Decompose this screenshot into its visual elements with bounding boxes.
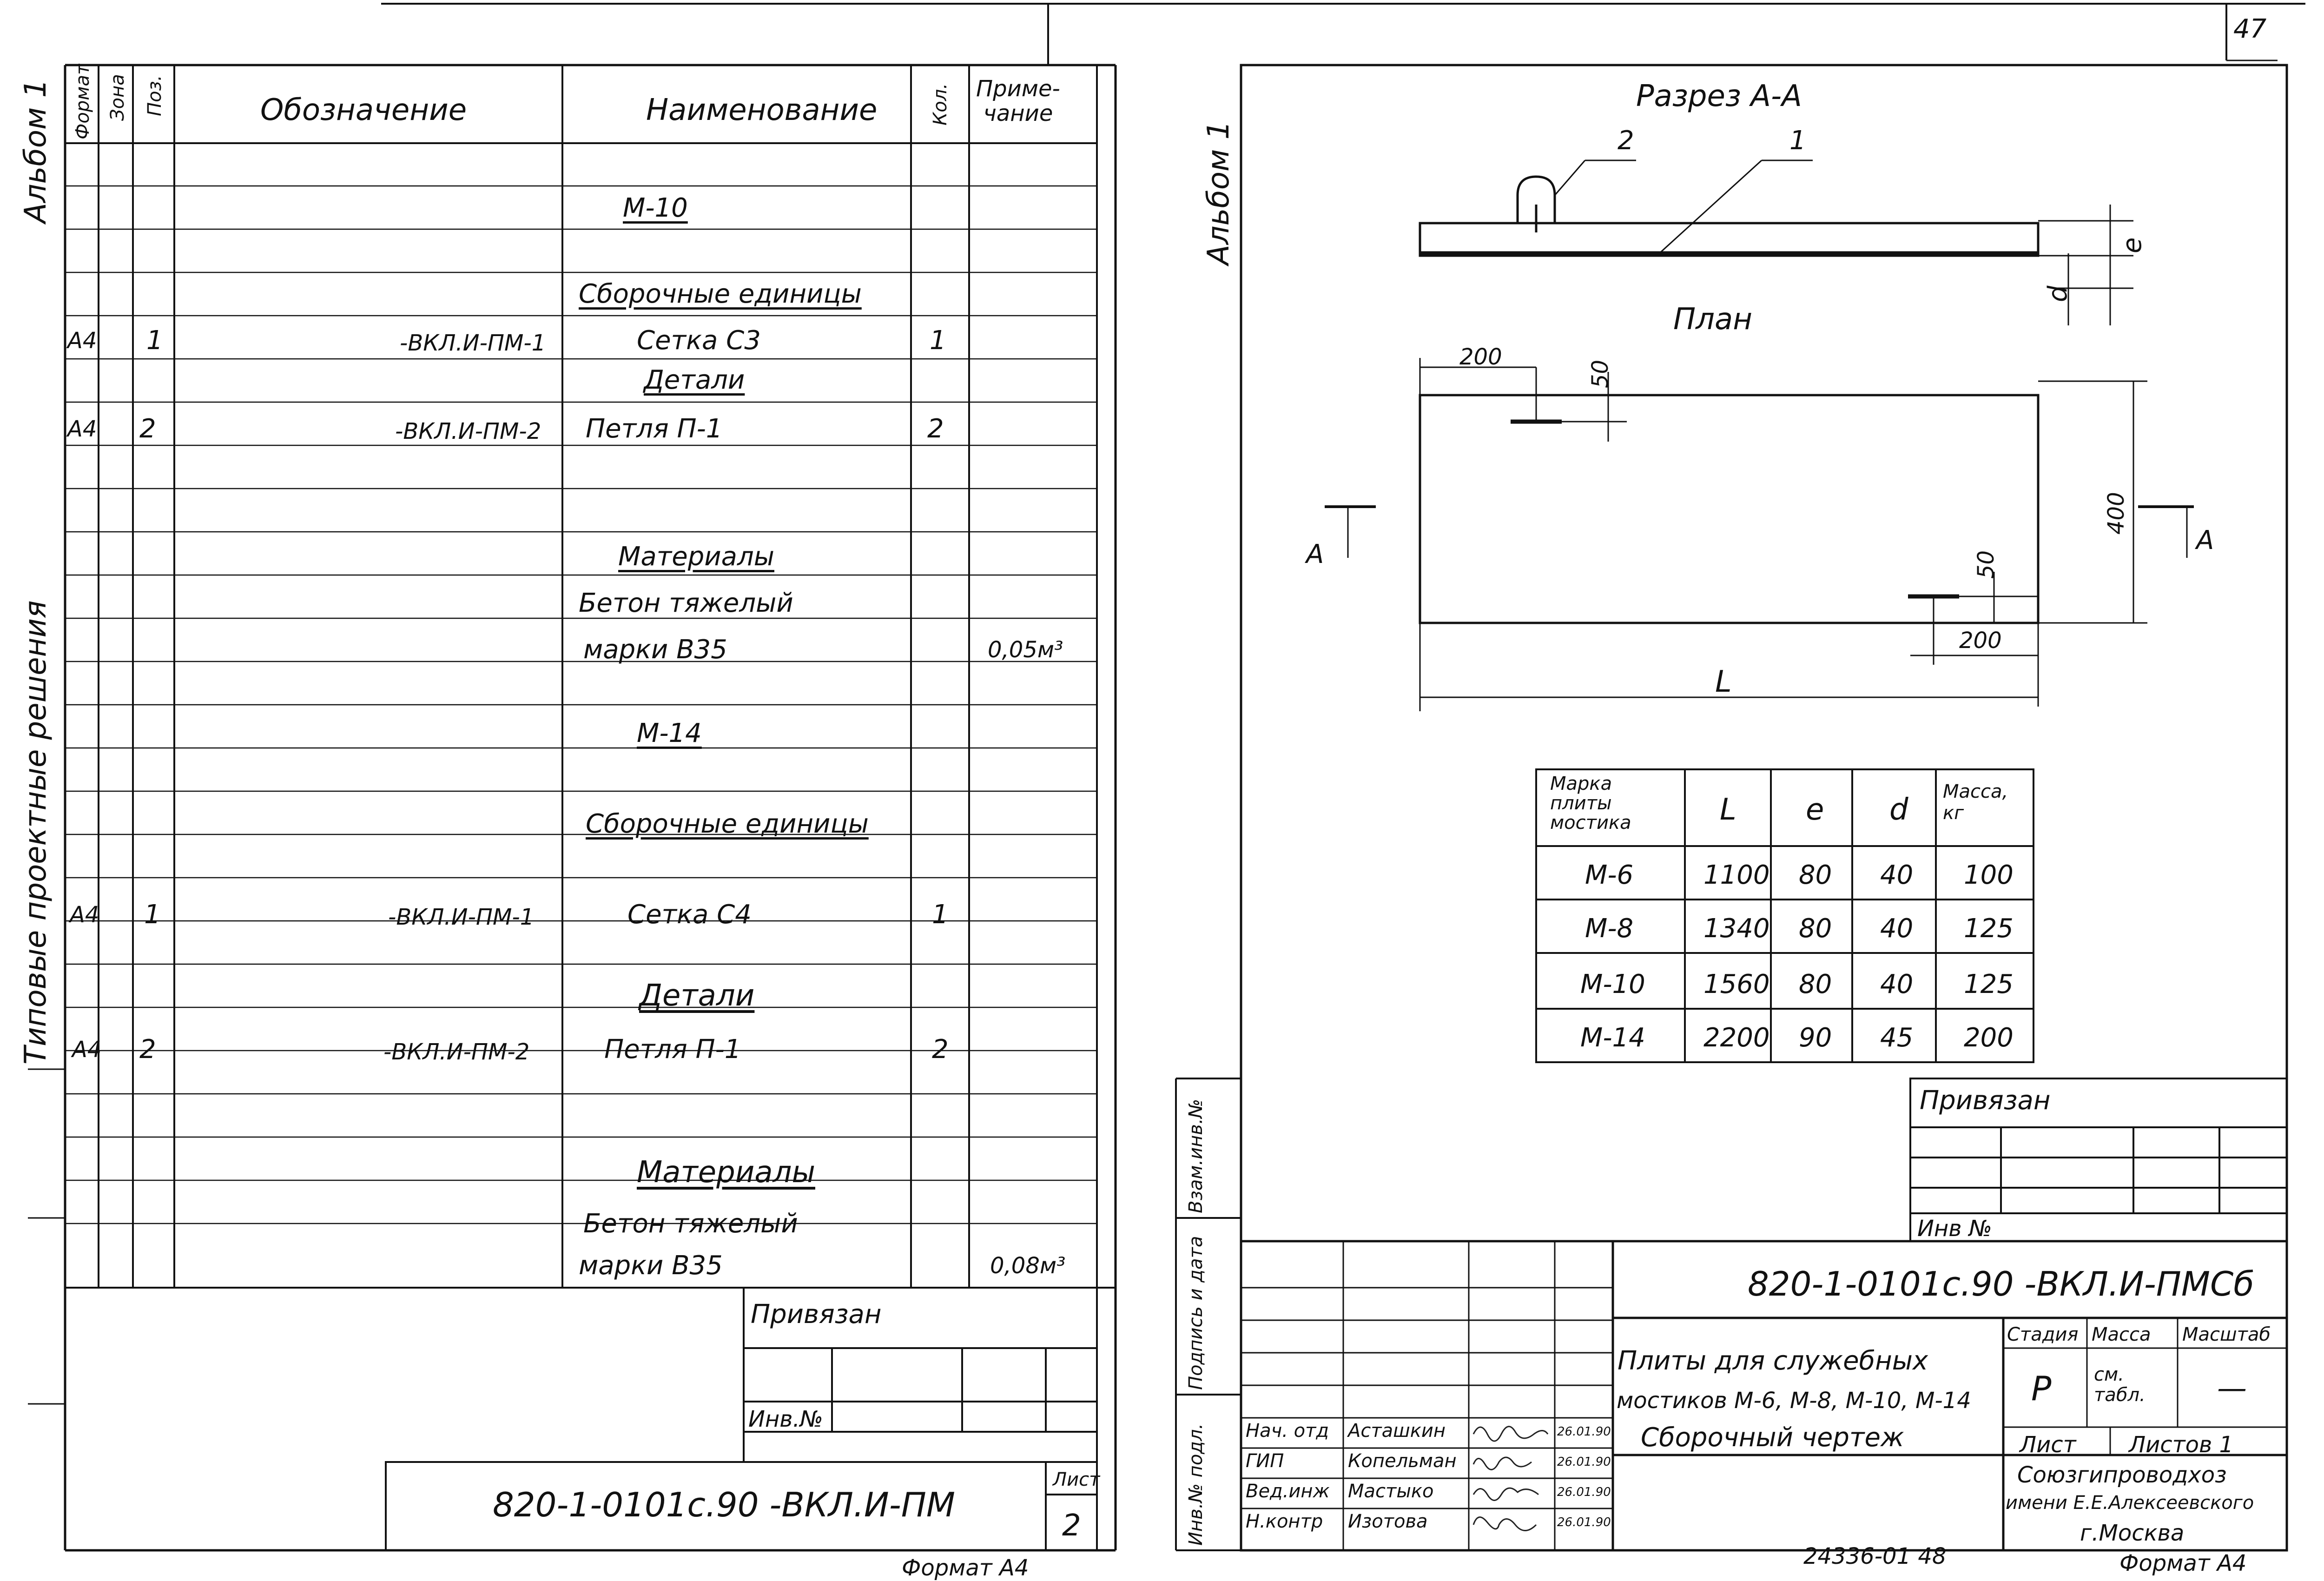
title-line1: Плиты для служебных (1618, 1346, 1928, 1376)
row-volume-2: 0,08м³ (990, 1253, 1066, 1279)
table-cell: 80 (1799, 913, 1832, 944)
row-concrete-2: Бетон тяжелый (583, 1209, 798, 1239)
stage-value: Р (2031, 1369, 2052, 1408)
album-label-right: Альбом 1 (1202, 120, 1236, 265)
row-format: А4 (70, 902, 99, 928)
dim-e: e (2117, 237, 2147, 253)
table-cell: 1560 (1703, 969, 1770, 999)
mass-value: см. табл. (2094, 1364, 2146, 1406)
header-zone: Зона (107, 74, 128, 121)
header-note: Приме- чание (976, 76, 1060, 126)
sig-date: 26.01.90 (1557, 1455, 1611, 1469)
table-cell: 40 (1880, 860, 1914, 890)
row-volume-1: 0,05м³ (988, 637, 1063, 663)
series-label: Типовые проектные решения (19, 600, 53, 1065)
dim-L: L (1715, 665, 1732, 699)
mass-label: Масса (2092, 1324, 2151, 1345)
row-pos: 1 (146, 325, 163, 356)
org-line2: имени Е.Е.Алексеевского (2006, 1492, 2254, 1514)
sheet-label: Лист (2020, 1432, 2076, 1458)
sig-name: Изотова (1348, 1511, 1428, 1532)
dim-50-bottom: 50 (1973, 550, 1999, 579)
row-materials-2: Материалы (637, 1155, 815, 1190)
stage-label: Стадия (2007, 1324, 2079, 1345)
dim-200-bottom: 200 (1959, 628, 2002, 654)
row-item-name: Петля П-1 (604, 1034, 741, 1065)
row-grade-1: марки В35 (583, 635, 727, 665)
section-mark-left: А (1306, 539, 1324, 569)
row-assembly-units-1: Сборочные единицы (579, 279, 862, 309)
row-qty: 2 (927, 414, 944, 444)
callout-2: 2 (1618, 126, 1634, 156)
left-format-label: Формат А4 (902, 1555, 1029, 1581)
sig-date: 26.01.90 (1557, 1425, 1611, 1439)
row-designation: -ВКЛ.И-ПМ-2 (383, 1039, 530, 1065)
table-cell: 90 (1799, 1023, 1832, 1053)
page-number: 47 (2233, 14, 2267, 44)
row-qty: 1 (932, 900, 949, 930)
dim-200-top: 200 (1459, 344, 1502, 370)
row-item-name: Сетка С4 (627, 900, 752, 930)
header-pos: Поз. (144, 75, 165, 116)
row-format: А4 (72, 1037, 102, 1063)
archive-number: 24336-01 48 (1803, 1543, 1947, 1569)
header-designation: Обозначение (260, 93, 467, 127)
table-header-mark: Марка плиты мостика (1550, 773, 1631, 833)
table-cell: 2200 (1703, 1023, 1770, 1053)
table-cell: 1340 (1703, 913, 1770, 944)
header-format: Формат (72, 64, 93, 139)
scale-label: Масштаб (2182, 1324, 2271, 1345)
sig-role: Вед.инж (1246, 1481, 1330, 1502)
table-header-e: e (1806, 793, 1824, 827)
row-qty: 2 (932, 1034, 949, 1065)
table-cell: 80 (1799, 969, 1832, 999)
left-privyazan: Привязан (751, 1299, 882, 1330)
org-line1: Союзгипроводхоз (2017, 1462, 2227, 1488)
left-sheet-number: 2 (1062, 1508, 1081, 1543)
row-designation: -ВКЛ.И-ПМ-2 (395, 418, 541, 444)
row-details-1: Детали (644, 365, 745, 395)
table-header-L: L (1720, 793, 1736, 827)
album-label-left: Альбом 1 (19, 79, 53, 223)
row-grade-2: марки В35 (579, 1250, 723, 1281)
right-format-label: Формат А4 (2119, 1550, 2247, 1576)
dim-50-top: 50 (1587, 359, 1613, 388)
row-assembly-units-2: Сборочные единицы (586, 809, 869, 839)
plan-title: План (1673, 302, 1753, 337)
section-mark-right: А (2196, 525, 2214, 556)
row-designation: -ВКЛ.И-ПМ-1 (388, 904, 535, 930)
row-format: А4 (67, 416, 97, 442)
margin-podpis-data: Подпись и дата (1185, 1236, 1207, 1390)
table-cell: М-14 (1580, 1023, 1645, 1053)
dim-d: d (2043, 285, 2073, 302)
margin-vzam-inv: Взам.инв.№ (1185, 1098, 1207, 1213)
row-qty: 1 (930, 325, 946, 356)
table-header-d: d (1889, 793, 1908, 827)
table-cell: 45 (1880, 1023, 1914, 1053)
row-item-name: Петля П-1 (586, 414, 723, 444)
row-format: А4 (67, 328, 97, 354)
table-cell: М-10 (1580, 969, 1645, 999)
row-item-name: Сетка С3 (637, 325, 761, 356)
row-pos: 2 (139, 414, 156, 444)
sig-date: 26.01.90 (1557, 1515, 1611, 1529)
table-cell: 200 (1964, 1023, 2014, 1053)
table-cell: М-8 (1585, 913, 1634, 944)
left-stamp-code: 820-1-0101с.90 -ВКЛ.И-ПМ (493, 1485, 956, 1524)
row-pos: 2 (139, 1034, 156, 1065)
table-header-mass: Масса, кг (1943, 781, 2008, 824)
title-line3: Сборочный чертеж (1641, 1422, 1904, 1453)
row-designation: -ВКЛ.И-ПМ-1 (400, 330, 546, 356)
table-cell: 1100 (1703, 860, 1770, 890)
sig-name: Мастыко (1348, 1481, 1434, 1502)
sig-role: Н.контр (1246, 1511, 1323, 1532)
row-materials-1: Материалы (618, 542, 774, 572)
row-m14-title: М-14 (637, 718, 702, 748)
left-sheet-label: Лист (1053, 1469, 1100, 1490)
margin-inv-podl: Инв.№ подл. (1185, 1423, 1207, 1546)
table-cell: М-6 (1585, 860, 1634, 890)
title-code: 820-1-0101с.90 -ВКЛ.И-ПМСб (1748, 1264, 2254, 1303)
scale-value: — (2217, 1371, 2247, 1406)
table-cell: 125 (1964, 969, 2014, 999)
dim-400: 400 (2103, 492, 2129, 535)
org-line3: г.Москва (2080, 1520, 2185, 1546)
header-name: Наименование (646, 93, 878, 127)
section-title: Разрез А-А (1636, 79, 1802, 113)
row-m10-title: М-10 (623, 193, 688, 223)
callout-1: 1 (1789, 126, 1806, 156)
right-inv-no: Инв № (1917, 1216, 1992, 1242)
sig-name: Асташкин (1348, 1420, 1446, 1442)
table-cell: 80 (1799, 860, 1832, 890)
sig-date: 26.01.90 (1557, 1485, 1611, 1499)
sheets-label: Листов 1 (2129, 1432, 2234, 1458)
sig-role: Нач. отд (1246, 1420, 1329, 1442)
right-privyazan: Привязан (1920, 1085, 2051, 1116)
sig-name: Копельман (1348, 1450, 1457, 1472)
table-cell: 40 (1880, 913, 1914, 944)
sig-role: ГИП (1246, 1450, 1284, 1472)
left-inv-no: Инв.№ (748, 1406, 823, 1432)
table-cell: 40 (1880, 969, 1914, 999)
header-qty: Кол. (930, 83, 951, 126)
row-concrete-1: Бетон тяжелый (579, 588, 793, 618)
table-cell: 100 (1964, 860, 2014, 890)
row-pos: 1 (144, 900, 161, 930)
row-details-2: Детали (639, 979, 755, 1013)
title-line2: мостиков М-6, М-8, М-10, М-14 (1617, 1388, 1971, 1414)
table-cell: 125 (1964, 913, 2014, 944)
